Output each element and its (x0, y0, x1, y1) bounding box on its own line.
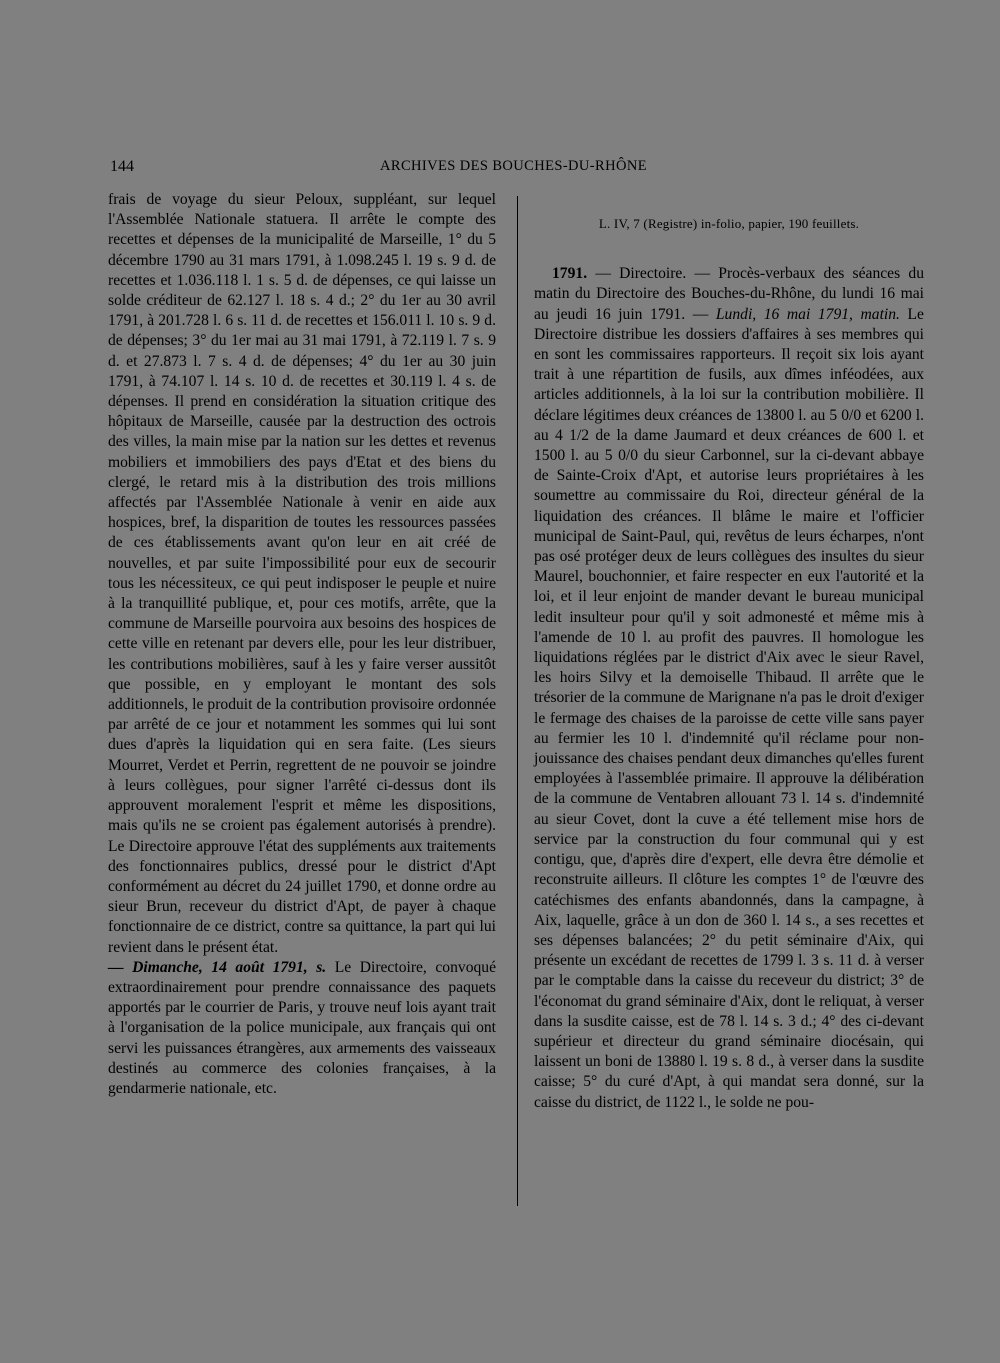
entry-paragraph (534, 264, 924, 1113)
column-rule (517, 196, 518, 1206)
sunday-date: — Dimanche, 14 août 1791, s. (108, 958, 327, 976)
left-paragraph-2 (108, 958, 496, 1099)
entry-date: Lundi, 16 mai 1791, matin. (715, 305, 900, 323)
running-title: ARCHIVES DES BOUCHES-DU-RHÔNE (380, 158, 647, 174)
right-column (534, 190, 924, 1113)
left-paragraph-1: frais de voyage du sieur Peloux, suppléant, sur lequel l'Assemblée Nationale statuera. Il arrête le compte des recettes et dépenses de la municipalité de Marseille, 1° du 5 décembre 1790 au 31 mars 1791, à 1.098.245 l. 19 s. 9 d. de recettes et 1.036.118 l. 1 s. 5 d. de dépenses, ce qui laisse un solde créditeur de 62.127 l. 18 s. 4 d.; 2° du 1er au 30 avril 1791, à 201.728 l. 6 s. 11 d. de recettes et 156.011 l. 10 s. 9 d. de dépenses; 3° du 1er mai au 31 mai 1791, à 72.119 l. 7 s. 9 d. et 27.873 l. 7 s. 4 d. de dépenses; 4° du 1er au 30 juin 1791, à 74.107 l. 14 s. 10 d. de recettes et 30.119 l. 4 s. de dépenses. Il prend en considération la situation critique des hôpitaux de Marseille, causée par la destruction des octrois des villes, la main mise par la nation sur les dettes et revenus mobiliers et immobiliers des pays d'Etat et des biens du clergé, le retard mis à la distribution des trois millions affectés par l'Assemblée Nationale à venir en aide aux hospices, bref, la disparition de toutes les ressources passées de ces établissements avant qu'on leur en ait créé de nouvelles, et par suite l'impossibilité pour eux de secourir tous les nécessiteux, ce qui peut indisposer le peuple et nuire à la tranquillité publique, et, pour ces motifs, arrête, que la commune de Marseille pourvoira aux besoins des hospices de cette ville en retenant par devers elle, pour les leur distribuer, les contributions mobilières, sauf à les y faire verser aussitôt que possible, en y employant le montant des sols additionnels, le produit de la contribution provisoire ordonnée par arrêté de ce jour et notamment les sommes qui lui sont dues d'après la liquidation qui en sera faite. (Les sieurs Mourret, Verdet et Perrin, regrettent de ne pouvoir se joindre à leurs collègues, pour signer l'arrêté ci-dessus dont ils approuvent moralement l'esprit et même les dispositions, mais qu'ils ne se croient pas également autorisés à prendre). Le Directoire approuve l'état des suppléments aux traitements des fonctionnaires publics, dressé pour le district d'Apt conformément au décret du 24 juillet 1790, et donne ordre au sieur Brun, receveur du district d'Apt, de payer à chaque fonctionnaire de ce district, contre sa quittance, la part qui lui revient dans le présent état. (108, 191, 496, 956)
entry-year: 1791. (552, 265, 588, 283)
entry-body: Le Directoire distribue les dossiers d'affaires à ses membres qui en sont les commissaires rapporteurs. Il reçoit six lois ayant trait à une répartition de fusils, aux dîmes inféodées, aux articles additionnels, à la loi sur la contribution mobilière. Il déclare légitimes deux créances de 13800 l. au 5 0/0 et 6200 l. au 4 1/2 de la dame Jaumard et deux créances de 600 l. et 1500 l. au 5 0/0 du sieur Carbonnel, sur la ci-devant abbaye de Sainte-Croix d'Apt, et autorise leurs propriétaires à les soumettre au commissaire du Roi, directeur général de la liquidation des créances. Il blâme le maire et l'officier municipal de Saint-Paul, qui, revêtus de leurs écharpes, n'ont pas osé protéger deux de leurs collègues des insultes du sieur Maurel, bouchonnier, et faire respecter en eux l'autorité et la loi, et il leur enjoint de mander devant le bureau municipal ledit insulteur pour qu'il y soit admonesté et même mis à l'amende de 10 l. au profit des pauvres. Il homologue les liquidations réglées par le district d'Aix avec le sieur Ravel, les hoirs Silvy et la demoiselle Thibaud. Il arrête que le trésorier de la commune de Marignane n'a pas le droit d'exiger le fermage des chaises de la paroisse de cette ville sans payer au fermier les 10 l. d'indemnité qu'il réclame pour non-jouissance des chaises pendant deux dimanches qu'elles furent employées à l'assemblée primaire. Il approuve la délibération de la commune de Ventabren allouant 73 l. 14 s. d'indemnité au sieur Covet, dont la cuve a été tellement mise hors de service par la construction du four communal qui y est contigu, que, d'après dire d'expert, elle devra être démolie et reconstruite ailleurs. Il clôture les comptes 1° de l'œuvre des catéchismes des enfants abandonnés, dans la campagne, à Aix, laquelle, grâce à un don de 360 l. 14 s., a ses recettes et ses dépenses balancées; 2° du petit séminaire d'Aix, qui présente un excédant de recettes de 1799 l. 3 s. 11 d. à verser par le comptable dans la caisse du receveur du district; 3° de l'économat du grand séminaire d'Aix, dont le reliquat, à verser dans la susdite caisse, est de 78 l. 14 s. 3 d.; 4° des ci-devant supérieur et directeur du grand séminaire diocésain, qui laissent un boni de 13880 l. 19 s. 8 d., à verser dans la susdite caisse; 5° du curé d'Apt, à qui mandat sera donné, sur la caisse du district, de 1122 l., le solde ne pou- (534, 305, 924, 1111)
left-paragraph-2-text: Le Directoire, convoqué extraordinairement pour prendre connaissance des paquets apportés par le courrier de Paris, y trouve neuf lois ayant trait à l'organisation de la police municipale, aux français qui ont servi les puissances étrangères, aux armements des vaisseaux destinés au commerce des colonies françaises, à la gendarmerie nationale, etc. (108, 958, 497, 1097)
entry-intro: — Directoire. — Procès-verbaux des séances du matin du Directoire des Bouches-du-Rhône, du lundi 16 mai au jeudi 16 juin 1791. — (534, 265, 924, 323)
left-column (108, 190, 496, 1099)
call-number: L. IV, 7 (Registre) in-folio, papier, 190 feuillets. (598, 216, 860, 231)
page-number: 144 (110, 158, 134, 175)
